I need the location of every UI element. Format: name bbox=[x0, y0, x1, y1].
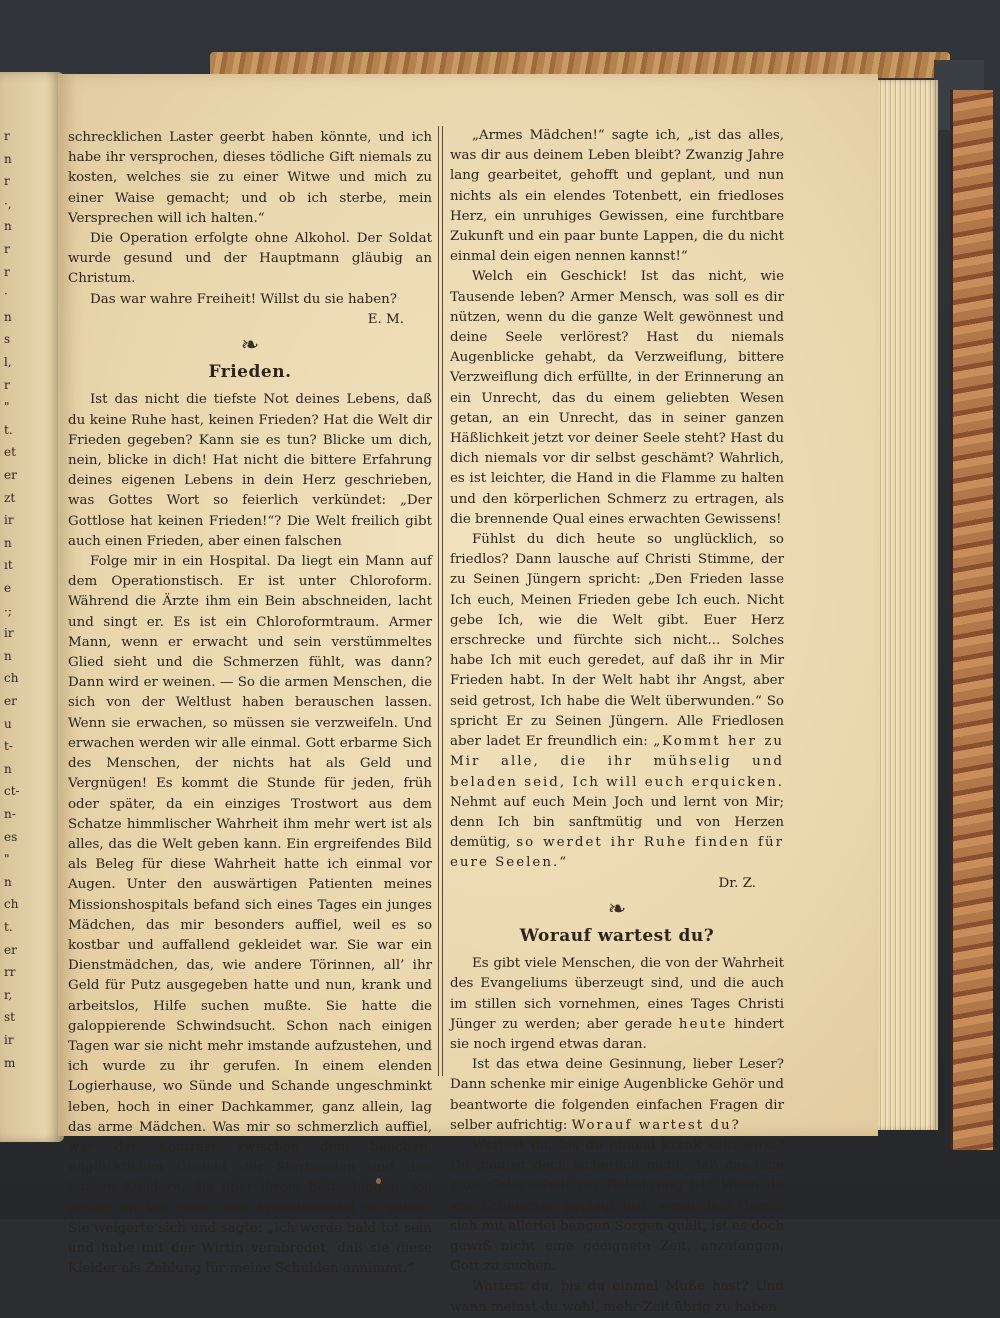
left-margin-fragment: u bbox=[4, 716, 12, 731]
geschick-paragraph: Welch ein Geschick! Ist das nicht, wie Tausende leben? Armer Mensch, was soll es dir nützen, wenn du die ganze Welt gewönnest und deine Seele verlörest? Hast du niemals Augenblicke gehabt, da Verzweiflung, bittere Verzweiflung dich erfüllte, in der Erinnerung an ein Unrecht, das du einem geliebten Wesen getan, an ein Unrecht, das in seiner ganzen Häßlichkeit jetzt vor deiner Seele steht? Hast du dich niemals vor dir selbst geschämt? Wahrlich, es ist leichter, die Hand in die Flamme zu halten und den körperlichen Schmerz zu ertragen, als die brennende Qual eines erwachten Gewissens! bbox=[450, 269, 784, 527]
left-margin-fragment: t. bbox=[4, 920, 13, 934]
left-margin-fragment: ch bbox=[4, 897, 19, 912]
left-margin-fragment: rr bbox=[4, 965, 16, 980]
left-margin-fragment: r bbox=[4, 174, 10, 189]
column-divider bbox=[438, 126, 443, 1076]
left-margin-fragment: ch bbox=[4, 671, 19, 686]
bible-quote-spaced-2: so werdet ihr Ruhe finden für eure Seelen.“ bbox=[450, 835, 784, 871]
signature-em: E. M. bbox=[367, 311, 404, 327]
page-stack-edges bbox=[878, 80, 938, 1130]
section-heading-worauf: Worauf wartest du? bbox=[519, 925, 715, 946]
left-margin-fragment: t- bbox=[4, 739, 13, 754]
friedlos-text-2: Nehmt auf euch Mein Joch und lernt von Mir; denn Ich bin sanftmütig und von Herzen demütig, bbox=[450, 794, 784, 851]
section-heading-frieden: Frieden. bbox=[208, 362, 292, 383]
left-margin-fragment: st bbox=[4, 1010, 15, 1025]
left-margin-fragment: er bbox=[4, 694, 17, 708]
left-margin-fragment: " bbox=[4, 400, 10, 415]
left-margin-fragment: n bbox=[4, 151, 12, 166]
worauf-paragraph-4: Wartest du, bis du einmal Muße hast? Und wann meinst du wohl, mehr Zeit übrig zu haben bbox=[450, 1279, 784, 1315]
left-margin-fragment: r bbox=[4, 242, 10, 256]
frieden-paragraph-1: Ist das nicht die tiefste Not deines Lebens, daß du keine Ruhe hast, keinen Frieden? Hat die Welt dir Frieden gegeben? Kann sie es tun? Blicke um dich, nein, blicke in dich! Hat nicht die bittere Erfahrung deines eigenen Lebens in dein Herz geschrieben, was Gottes Wort so feierlich verkündet: „Der Gottlose hat keinen Frieden!“? Die Welt freilich gibt auch einen Frieden, aber einen falschen bbox=[68, 392, 432, 549]
ornament-icon: ❧ bbox=[240, 333, 260, 359]
left-margin-fragment: ·; bbox=[4, 603, 12, 618]
left-column bbox=[68, 128, 432, 1279]
bible-quote-spaced: „Kommt her zu Mir alle, die ihr mühselig und beladen seid, Ich will euch erquicken. bbox=[450, 734, 784, 790]
left-margin-fragment: n- bbox=[4, 807, 16, 821]
worauf-paragraph-1 bbox=[450, 954, 784, 1055]
left-margin-fragment: n bbox=[4, 648, 12, 663]
intro-paragraph: schrecklichen Laster geerbt haben könnte, und ich habe ihr versprochen, dieses tödliche Gift niemals zu kosten, welches sie zu einer Witwe und mich zu einer Waise gemacht; und ob ich sterbe, mein Versprechen will ich halten.“ bbox=[68, 130, 432, 226]
left-margin-fragment: r bbox=[4, 129, 10, 143]
left-margin-fragment: ir bbox=[4, 513, 14, 528]
left-margin-fragment: ir bbox=[4, 1033, 14, 1047]
left-margin-fragment: l, bbox=[4, 355, 12, 369]
book-cover-right-edge bbox=[950, 90, 993, 1150]
left-margin-fragment: er bbox=[4, 942, 17, 957]
signature-dr-z: Dr. Z. bbox=[718, 875, 756, 891]
left-margin-fragment: et bbox=[4, 445, 16, 460]
worauf-text-1b: hindert sie noch irgend etwas daran. bbox=[450, 1016, 784, 1052]
left-page-fragment bbox=[0, 72, 64, 1142]
heute-spaced: heute bbox=[678, 1016, 728, 1032]
left-margin-fragment: n bbox=[4, 309, 12, 324]
left-margin-fragment: n bbox=[4, 219, 12, 234]
left-margin-fragment: ıt bbox=[4, 558, 13, 573]
left-margin-fragment: r, bbox=[4, 987, 13, 1002]
freedom-question: Das war wahre Freiheit! Willst du sie haben? bbox=[90, 291, 397, 307]
frieden-paragraph-2: Folge mir in ein Hospital. Da liegt ein Mann auf dem Operationstisch. Er ist unter Chloroform. Während die Ärzte ihm ein Bein abschneiden, lacht und singt er. Es ist ein Chloroformtraum. Armer Mann, wenn er erwacht und sein verstümmeltes Glied sieht und die Schmerzen fühlt, was dann? Dann wird er weinen. — So die armen Menschen, die sich von der Weltlust haben berauschen lassen. Wenn sie erwachen, so müssen sie verzweifeln. Und erwachen werden wir alle einmal. Gott erbarme Sich des Menschen, der nichts hat als Geld und Vergnügen! Es kommt die Stunde für jeden, früh oder später, da ein einziges Trostwort aus dem Schatze himmlischer Wahrheit ihm mehr wert ist als alles, das die Welt geben kann. Ein ergreifendes Bild als Beleg für diese Wahrheit hatte ich einmal vor Augen. Unter den auswärtigen Patienten meines Missionshospitals befand sich eines Tages ein junges Mädchen, das mir besonders auffiel, weil es so kostbar und auffallend gekleidet war. Sie war ein Dienstmädchen, das, wie andere Törinnen, all’ ihr Geld für Putz ausgegeben hatte und nun, krank und arbeitslos, Hilfe suchen mußte. Sie hatte die galoppierende Schwindsucht. Schon nach einigen Tagen war sie nicht mehr imstande aufzustehen, und ich wurde zu ihr gerufen. In einem elenden Logierhause, wo Sünde und Schande ungeschminkt leben, hoch in einer Dachkammer, ganz allein, lag das arme Mädchen. Was mir so schmerzlich auffiel, war der Kontrast zwischen dem bleichen, unglücklichen Gesicht der Sterbenden und den bunten Kleidern, die über ihrem Bette hingen. Ich schlug ihr vor, nach dem Armenhospital zu gehen. Sie weigerte sich und sagte: „Ich werde bald tot sein und habe mit der Wirtin verabredet, daß sie diese Kleider als Zahlung für meine Schulden annimmt.“ bbox=[68, 554, 432, 1277]
left-margin-fragment: n bbox=[4, 874, 12, 889]
left-margin-fragment: er bbox=[4, 468, 17, 482]
left-margin-fragment: m bbox=[4, 1055, 16, 1070]
left-margin-fragment: t. bbox=[4, 422, 13, 437]
right-column bbox=[450, 126, 784, 1318]
worauf-text-1a: Es gibt viele Menschen, die von der Wahrheit des Evangeliums überzeugt sind, und die auch im stillen sich vornehmen, eines Tages Christi Jünger zu werden; aber gerade bbox=[450, 956, 784, 1032]
worauf-paragraph-2 bbox=[450, 1055, 784, 1136]
worauf-text-2a: Ist das etwa deine Gesinnung, lieber Leser? Dann schenke mir einige Augenblicke Gehör und beantworte die folgenden einfachen Fragen dir selber aufrichtig: bbox=[450, 1057, 784, 1133]
left-margin-fragment: e bbox=[4, 581, 12, 595]
ornament-icon: ❧ bbox=[607, 896, 627, 922]
left-margin-fragment: " bbox=[4, 852, 10, 867]
left-margin-fragment: ·, bbox=[4, 196, 12, 211]
left-margin-fragment: es bbox=[4, 829, 18, 844]
friedlos-paragraph bbox=[450, 530, 784, 873]
worauf-question-spaced: Worauf wartest du? bbox=[571, 1117, 741, 1133]
left-margin-fragment: n bbox=[4, 761, 12, 776]
left-margin-fragment: zt bbox=[4, 490, 16, 505]
left-margin-fragment: n bbox=[4, 535, 12, 550]
worauf-paragraph-3: Wartest du, bis du einmal krank sein wirst? Du glaubst doch sicherlich nicht, daß das eine gute Gelegenheit zur Bekehrung ist? Wenn du von Schmerzen geplagt bist, wenn dein Gemüt sich mit allerlei bangen Sorgen quält, ist es doch gewiß nicht eine geeignete Zeit, anzufangen, Gott zu suchen. bbox=[450, 1137, 784, 1275]
left-margin-fragment: · bbox=[4, 287, 8, 302]
left-margin-fragment: r bbox=[4, 264, 10, 279]
left-margin-fragment: s bbox=[4, 332, 11, 347]
friedlos-text: Fühlst du dich heute so unglücklich, so friedlos? Dann lausche auf Christi Stimme, der zu Seinen Jüngern spricht: „Den Frieden lasse Ich euch, Meinen Frieden gebe Ich euch. Nicht gebe Ich, wie die Welt gibt. Euer Herz erschrecke und fürchte sich nicht... Solches habe Ich mit euch geredet, auf daß ihr in Mir Frieden habt. In der Welt habt ihr Angst, aber seid getrost, Ich habe die Welt überwunden.“ So spricht Er zu Seinen Jüngern. Alle Friedlosen aber ladet Er freundlich ein: bbox=[450, 532, 784, 750]
armes-maedchen-paragraph: „Armes Mädchen!“ sagte ich, „ist das alles, was dir aus deinem Leben bleibt? Zwanzig Jahre lang gearbeitet, gehofft und geplant, und nun nichts als ein elendes Totenbett, ein friedloses Herz, ein unruhiges Gewissen, eine furchtbare Zukunft und ein paar bunte Lappen, die du nicht einmal dein eigen nennen kannst!“ bbox=[450, 128, 784, 265]
left-margin-fragment: ir bbox=[4, 626, 14, 641]
left-margin-fragment: ct- bbox=[4, 784, 20, 799]
left-margin-fragment: r bbox=[4, 377, 10, 392]
operation-paragraph: Die Operation erfolgte ohne Alkohol. Der Soldat wurde gesund und der Hauptmann gläubig an Christum. bbox=[68, 231, 432, 287]
